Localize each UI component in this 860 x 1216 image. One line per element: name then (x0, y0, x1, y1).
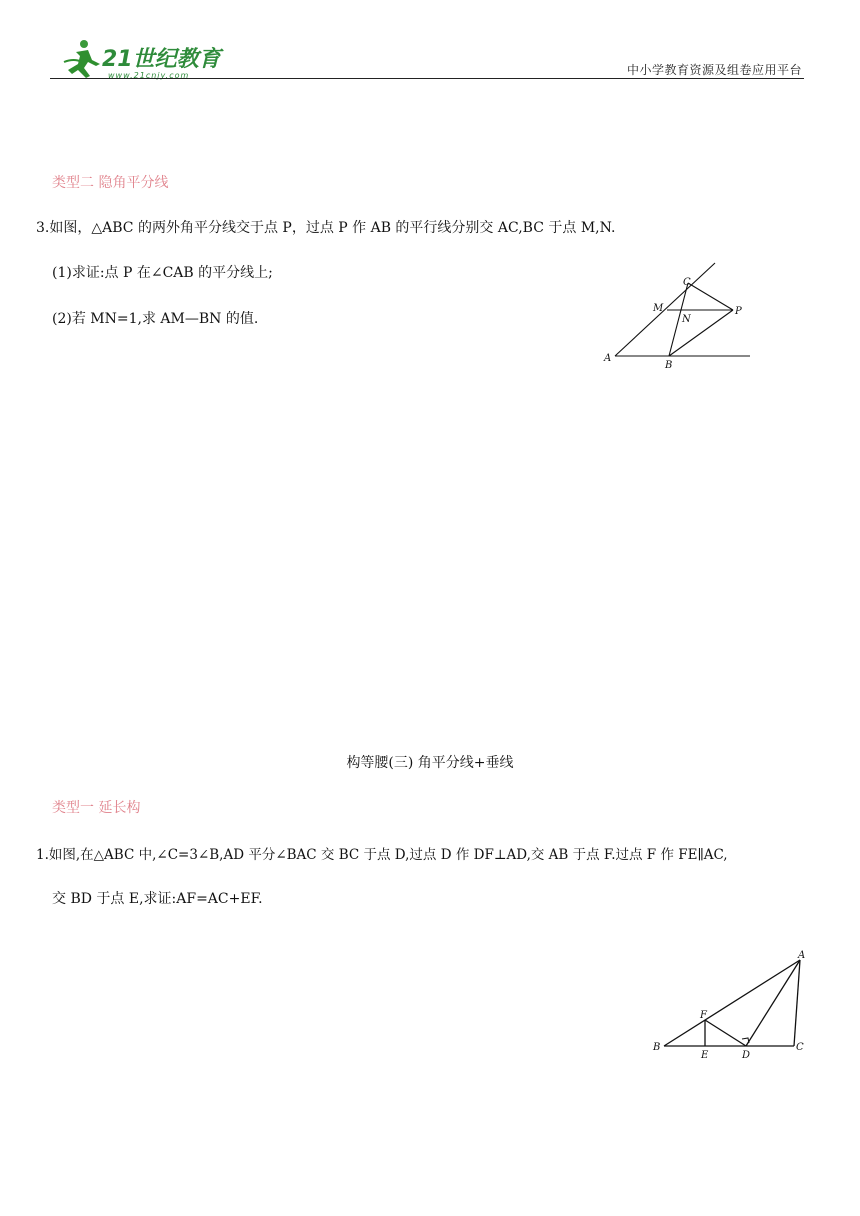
label-A: A (798, 950, 806, 961)
problem-1-text-line-2: 交 BD 于点 E,求证:AF=AC+EF. (52, 891, 263, 907)
type-heading-1: 类型一 延长构 (52, 800, 141, 816)
section-title: 构等腰(三) 角平分线+垂线 (346, 755, 514, 771)
problem-1-figure (648, 946, 810, 1064)
label-P: P (735, 306, 742, 317)
type-heading-2: 类型二 隐角平分线 (52, 175, 169, 191)
header-divider (50, 78, 804, 79)
problem-3-figure (598, 258, 758, 374)
label-C: C (796, 1042, 804, 1053)
line-ac (794, 960, 800, 1046)
line-cp (688, 283, 733, 310)
label-B: B (665, 360, 673, 371)
line-ad (746, 960, 800, 1046)
line-ba (664, 960, 800, 1046)
header-platform-text: 中小学教育资源及组卷应用平台 (626, 63, 802, 77)
problem-3-question-1: (1)求证:点 P 在∠CAB 的平分线上; (52, 265, 273, 281)
line-fd (705, 1020, 746, 1046)
label-D: D (742, 1050, 751, 1061)
problem-3-question-2: (2)若 MN=1,求 AM—BN 的值. (52, 311, 259, 327)
site-logo (62, 38, 232, 82)
problem-1-text-line-1: 1.如图,在△ABC 中,∠C=3∠B,AD 平分∠BAC 交 BC 于点 D,过点 D 作 DF⊥AD,交 AB 于点 F.过点 F 作 FE∥AC, (36, 847, 728, 863)
problem-3-text: 3.如图，△ABC 的两外角平分线交于点 P，过点 P 作 AB 的平行线分别交 AC,BC 于点 M,N. (36, 220, 616, 236)
line-bp (669, 310, 733, 356)
label-M: M (653, 303, 664, 314)
logo-url: www.21cnjy.com (108, 71, 190, 80)
label-A: A (604, 353, 612, 364)
runner-icon (64, 40, 100, 78)
label-N: N (682, 314, 691, 325)
label-E: E (701, 1050, 709, 1061)
logo-text: 21世纪教育 (102, 47, 221, 72)
label-F: F (700, 1010, 707, 1021)
label-B: B (653, 1042, 661, 1053)
label-C: C (683, 277, 691, 288)
